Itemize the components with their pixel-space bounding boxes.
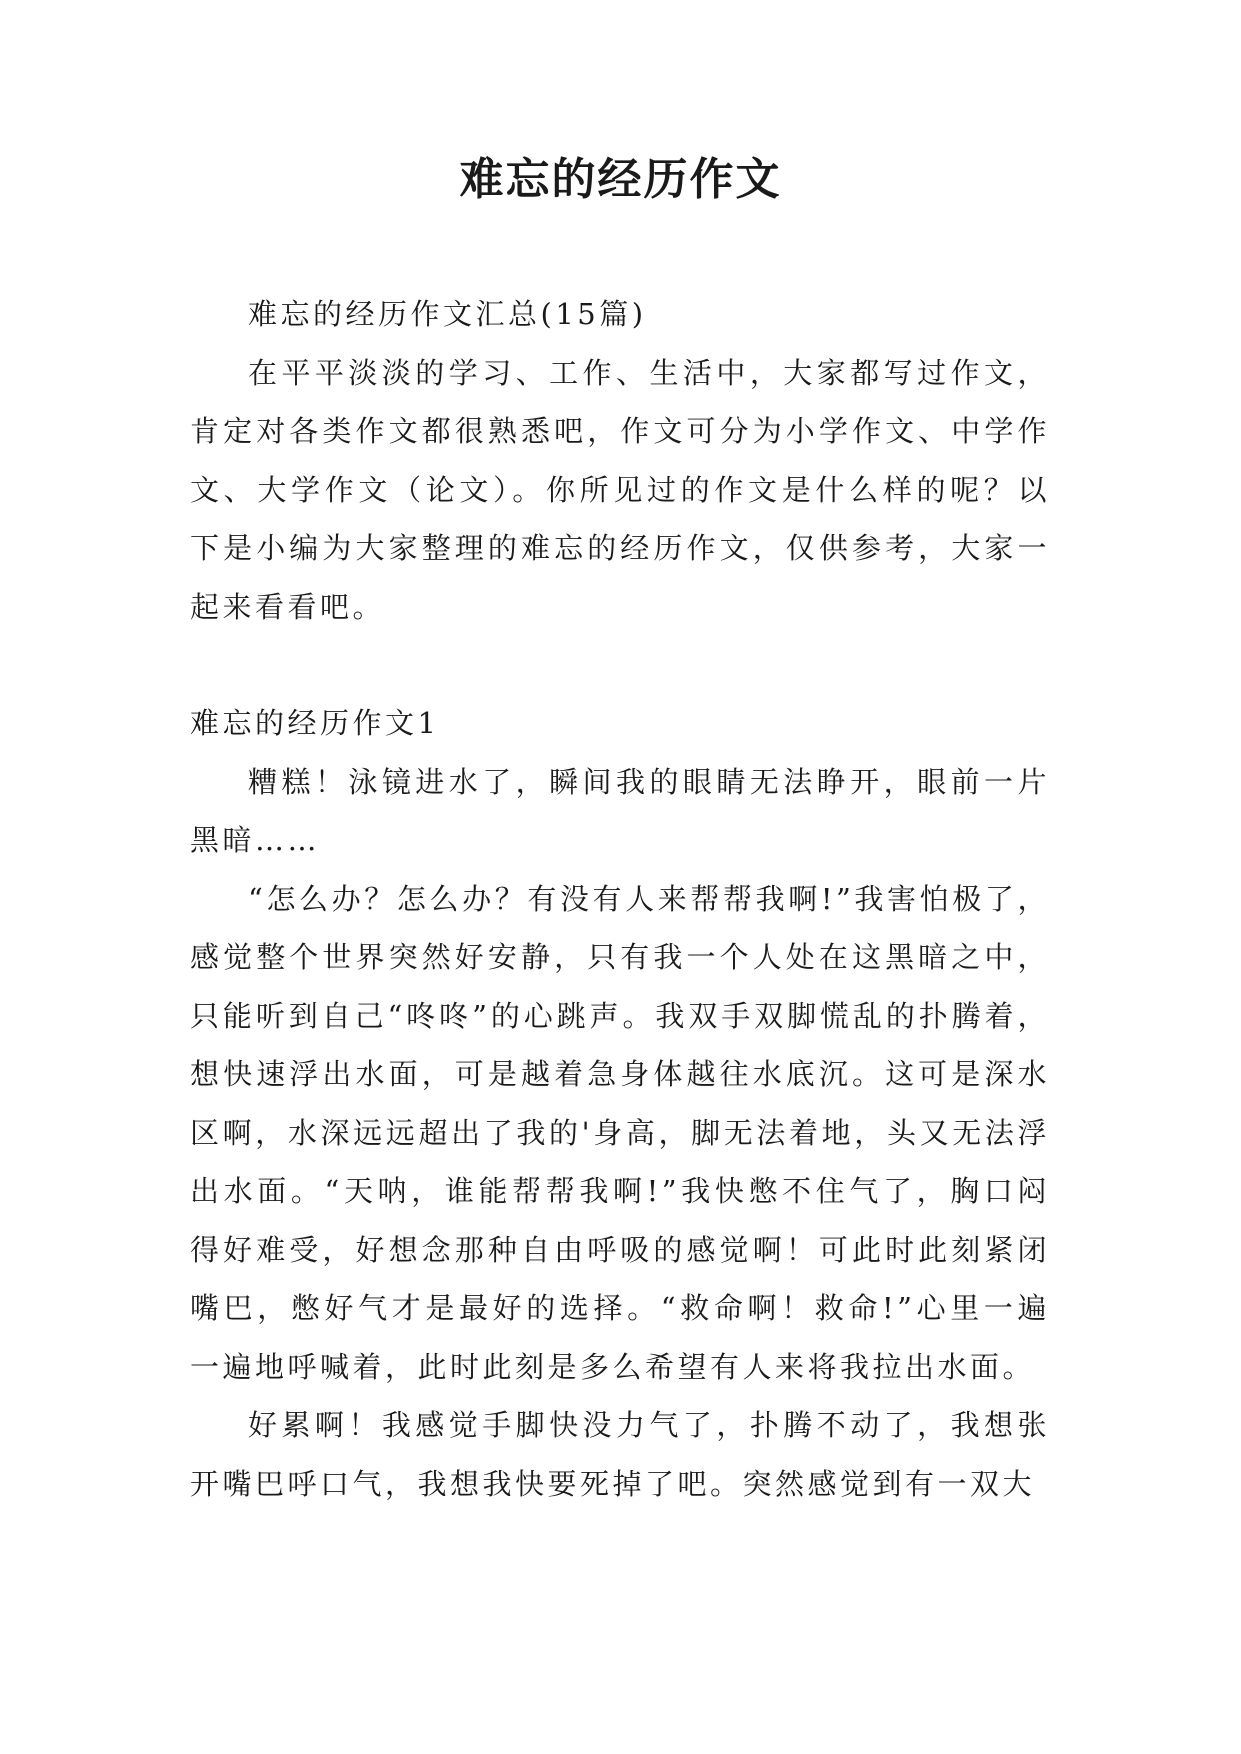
document-body: [190, 285, 1050, 1513]
intro-paragraph: 在平平淡淡的学习、工作、生活中，大家都写过作文，肯定对各类作文都很熟悉吧，作文可分为小学作文、中学作文、大学作文（论文）。你所见过的作文是什么样的呢？以下是小编为大家整理的难忘的经历作文，仅供参考，大家一起来看看吧。: [190, 355, 1050, 624]
essay-paragraph: “怎么办？怎么办？有没有人来帮帮我啊!”我害怕极了，感觉整个世界突然好安静，只有我一个人处在这黑暗之中，只能听到自己“咚咚”的心跳声。我双手双脚慌乱的扑腾着，想快速浮出水面，可是越着急身体越往水底沉。这可是深水区啊，水深远远超出了我的'身高，脚无法着地，头又无法浮出水面。“天呐，谁能帮帮我啊!”我快憋不住气了，胸口闷得好难受，好想念那种自由呼吸的感觉啊！可此时此刻紧闭嘴巴，憋好气才是最好的选择。“救命啊！救命!”心里一遍一遍地呼喊着，此时此刻是多么希望有人来将我拉出水面。: [190, 881, 1050, 1384]
essay-paragraph: 好累啊！我感觉手脚快没力气了，扑腾不动了，我想张开嘴巴呼口气，我想我快要死掉了吧。突然感觉到有一双大: [190, 1408, 1050, 1501]
summary-line: 难忘的经历作文汇总(15篇): [248, 297, 647, 331]
essay-paragraph: 糟糕！泳镜进水了，瞬间我的眼睛无法睁开，眼前一片黑暗……: [190, 764, 1050, 857]
essay-heading: 难忘的经历作文1: [190, 706, 440, 740]
document-title: 难忘的经历作文: [459, 154, 782, 205]
